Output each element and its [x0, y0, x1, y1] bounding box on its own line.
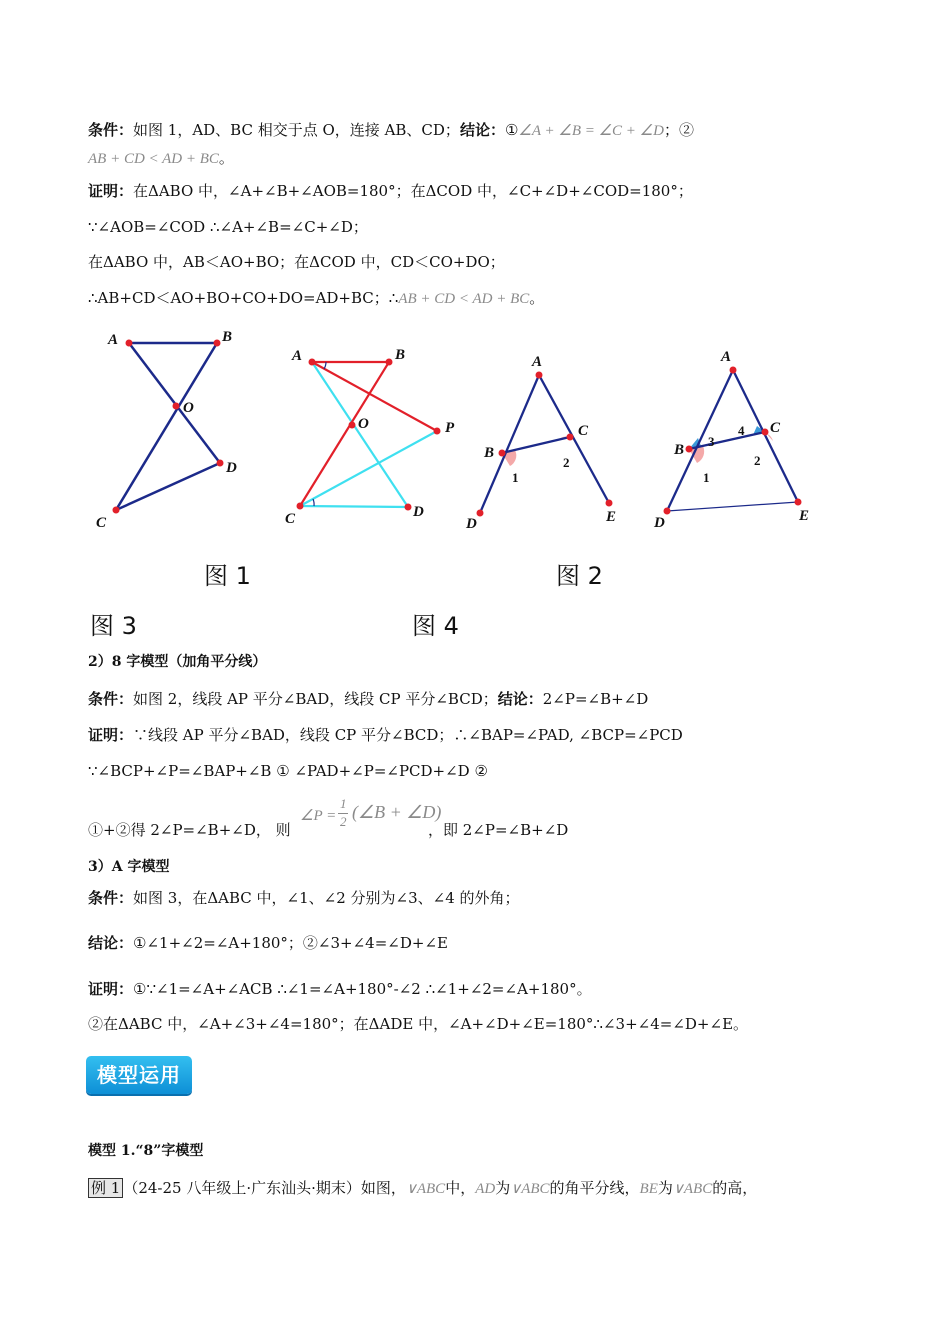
label-d: D [466, 516, 477, 532]
label-c: C [285, 511, 296, 527]
figure-4-caption: 图 4 [412, 612, 459, 640]
text-fragment: 为 [657, 1179, 673, 1197]
point-a [309, 359, 316, 366]
text-fragment: 的高， [712, 1179, 758, 1197]
math-abc-3: ∨ABC [672, 1181, 713, 1197]
figure-1 [96, 329, 237, 531]
conclusion-text: 2∠P=∠B+∠D [542, 690, 649, 708]
section1-condition-line [88, 120, 694, 141]
math-be: BE [639, 1181, 658, 1197]
label-angle-1: 1 [512, 470, 519, 485]
condition-label: 条件： [88, 690, 134, 708]
figure-1-caption: 图 1 [204, 562, 251, 590]
proof-label: 证明： [88, 726, 134, 744]
proof-label: 证明： [88, 980, 134, 998]
text-fragment: 为 [495, 1179, 511, 1197]
figure-3 [465, 354, 616, 532]
point-p [434, 428, 441, 435]
section2-proof-line3-end: ，即 2∠P=∠B+∠D [428, 821, 569, 839]
label-p: P [445, 420, 455, 436]
label-b: B [674, 442, 685, 458]
point-c [762, 429, 769, 436]
section3-heading: 3）A 字模型 [88, 859, 170, 875]
text-fragment: 的角平分线， [549, 1179, 640, 1197]
math-abc-1: ∨ABC [405, 1181, 446, 1197]
condition-label: 条件： [88, 121, 134, 139]
proof-text: ①∵∠1=∠A+∠ACB ∴∠1=∠A+180°-∠2 ∴∠1+∠2=∠A+180°。 [133, 980, 592, 998]
label-o: O [183, 400, 194, 416]
proof-end: 。 [529, 289, 545, 307]
proof-formula: AB + CD < AD + BC [398, 291, 530, 307]
segment-bc [300, 362, 389, 506]
section2-proof-line1 [88, 725, 683, 745]
section3-condition-line [88, 888, 520, 908]
figure-2 [285, 347, 455, 527]
conclusion-formula-2: AB + CD < AD + BC [88, 151, 219, 167]
point-e [606, 500, 613, 507]
label-angle-2: 2 [754, 453, 761, 468]
section3-proof-line2: ②在ΔABC 中，∠A+∠3+∠4=180°；在ΔADE 中，∠A+∠D+∠E=180°∴∠3+∠4=∠D+∠E。 [88, 1015, 749, 1033]
label-b: B [222, 329, 233, 345]
point-b [499, 450, 506, 457]
section2-proof-line3 [88, 820, 291, 840]
label-c: C [96, 515, 107, 531]
label-b: B [484, 445, 495, 461]
section1-proof-line1 [88, 181, 693, 201]
proof-text: ①+②得 2∠P=∠B+∠D， 则 [88, 821, 291, 839]
label-a: A [108, 332, 119, 348]
formula-numerator: 1 [340, 796, 347, 811]
segment-ad [480, 375, 539, 513]
point-o [349, 422, 356, 429]
text-fragment: 中， [445, 1179, 476, 1197]
point-b [386, 359, 393, 366]
segment-ap [312, 362, 437, 431]
section1-proof-line4 [88, 288, 544, 309]
point-d [477, 510, 484, 517]
section1-proof-line3: 在ΔABO 中，AB＜AO+BO；在ΔCOD 中，CD＜CO+DO； [88, 253, 505, 271]
point-a [536, 372, 543, 379]
segment-ad [312, 362, 408, 507]
point-a [730, 367, 737, 374]
point-a [126, 340, 133, 347]
section2-condition-line [88, 689, 648, 709]
point-c [113, 507, 120, 514]
label-angle-2: 2 [563, 455, 570, 470]
label-e: E [799, 508, 810, 524]
badge-label: 模型运用 [97, 1063, 181, 1087]
condition-text: 如图 3，在ΔABC 中，∠1、∠2 分别为∠3、∠4 的外角； [133, 889, 520, 907]
point-d [405, 504, 412, 511]
figure-4 [653, 349, 809, 531]
condition-text: 如图 2，线段 AP 平分∠BAD，线段 CP 平分∠BCD； [133, 690, 498, 708]
example-tag: 例 1 [88, 1178, 123, 1198]
label-angle-1: 1 [703, 470, 710, 485]
segment-ae [539, 375, 609, 503]
conclusion-label: 结论： [497, 690, 543, 708]
proof-label: 证明： [88, 182, 134, 200]
math-ad: AD [475, 1181, 496, 1197]
conclusion-formula-1: ∠A + ∠B = ∠C + ∠D [518, 123, 664, 139]
segment-cp [300, 431, 437, 506]
label-o: O [358, 416, 369, 432]
section3-proof-line1 [88, 979, 592, 999]
condition-label: 条件： [88, 889, 134, 907]
label-d: D [413, 504, 424, 520]
point-c [297, 503, 304, 510]
conclusion-marker-1: ① [504, 121, 519, 139]
example-source: （24-25 八年级上·广东汕头·期末）如图， [123, 1179, 406, 1197]
conclusion-marker-2: ；② [663, 121, 694, 139]
angle-mark-c [313, 499, 314, 506]
figure-3-caption: 图 3 [90, 612, 137, 640]
segment-de [667, 502, 798, 511]
label-a: A [292, 348, 303, 364]
section2-heading: 2）8 字模型（加角平分线） [88, 654, 267, 670]
label-e: E [606, 509, 617, 525]
label-d: D [654, 515, 665, 531]
proof-text: 在ΔABO 中，∠A+∠B+∠AOB=180°；在ΔCOD 中，∠C+∠D+∠COD=180°； [133, 182, 693, 200]
section1-conclusion-line2 [88, 148, 234, 169]
conclusion-label: 结论： [459, 121, 505, 139]
point-d [217, 460, 224, 467]
section1-proof-line2: ∵∠AOB=∠COD ∴∠A+∠B=∠C+∠D； [88, 218, 368, 236]
label-angle-3: 3 [708, 434, 715, 449]
segment-cd [300, 506, 408, 507]
figures-row [0, 320, 950, 540]
label-a: A [721, 349, 732, 365]
figure-2-caption: 图 2 [556, 562, 603, 590]
proof-text: ∴AB+CD＜AO+BO+CO+DO=AD+BC；∴ [88, 289, 399, 307]
point-c [567, 434, 574, 441]
section3-conclusion-line [88, 933, 448, 953]
math-abc-2: ∨ABC [510, 1181, 550, 1197]
condition-text: 如图 1，AD、BC 相交于点 O，连接 AB、CD； [133, 121, 460, 139]
section4-heading: 模型 1.“8”字模型 [88, 1143, 204, 1159]
section2-proof-line2: ∵∠BCP+∠P=∠BAP+∠B ① ∠PAD+∠P=∠PCD+∠D ② [88, 762, 488, 780]
label-a: A [532, 354, 543, 370]
label-d: D [226, 460, 237, 476]
label-angle-4: 4 [738, 423, 745, 438]
point-b [214, 340, 221, 347]
conclusion-end: 。 [218, 149, 234, 167]
point-b [686, 446, 693, 453]
point-o [173, 403, 180, 410]
formula-paren: (∠B + ∠D) [352, 802, 442, 822]
point-d [664, 508, 671, 515]
conclusion-label: 结论： [88, 934, 134, 952]
example-1-line [88, 1178, 757, 1199]
label-c: C [770, 420, 781, 436]
label-c: C [578, 423, 589, 439]
conclusion-text: ①∠1+∠2=∠A+180°；②∠3+∠4=∠D+∠E [133, 934, 448, 952]
segment-bc [116, 343, 217, 510]
label-b: B [395, 347, 406, 363]
formula-lhs: ∠P = [300, 808, 337, 824]
point-e [795, 499, 802, 506]
proof-text: ∵线段 AP 平分∠BAD，线段 CP 平分∠BCD；∴∠BAP=∠PAD, ∠BCP=∠PCD [133, 726, 683, 744]
formula-denominator: 2 [340, 814, 347, 829]
model-application-badge [86, 1056, 192, 1094]
